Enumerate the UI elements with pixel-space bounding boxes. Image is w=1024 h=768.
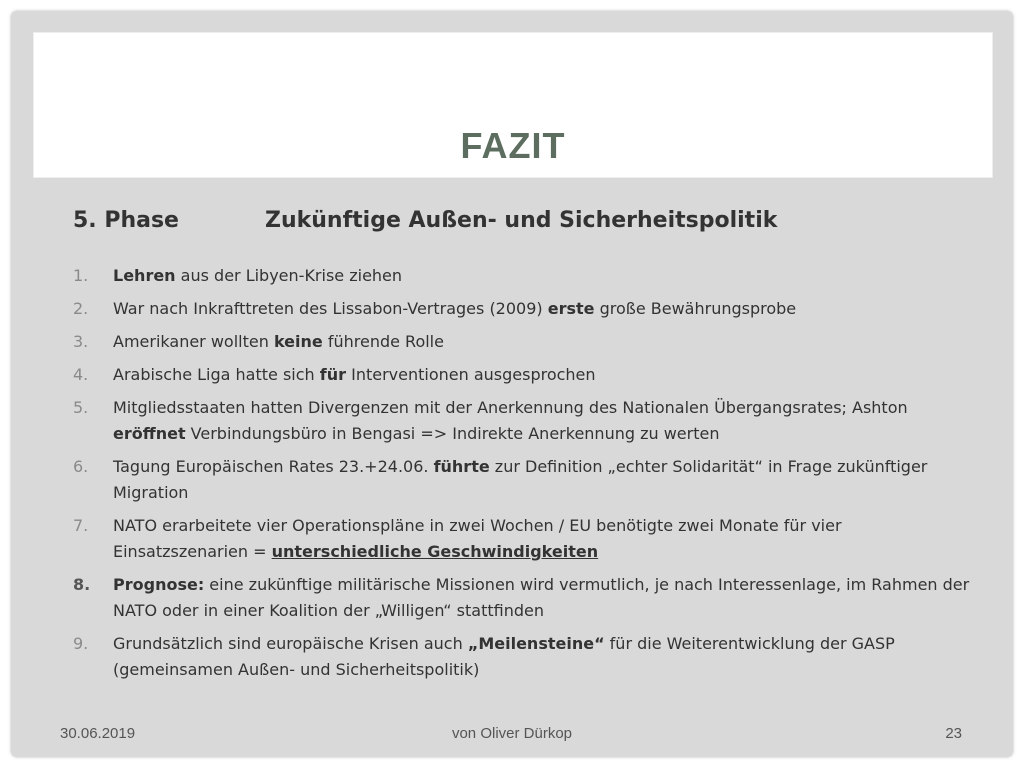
list-item-text: führende Rolle (322, 332, 444, 351)
list-item-number: 7. (73, 516, 89, 535)
list-item-text: Interventionen ausgesprochen (346, 365, 596, 384)
list-item-number: 1. (73, 266, 89, 285)
footer-author: von Oliver Dürkop (451, 725, 573, 742)
list-item-text: Tagung Europäischen Rates 23.+24.06. (113, 457, 434, 476)
list-item-text: Prognose: (113, 575, 205, 594)
list-item (73, 454, 973, 506)
slide (11, 11, 1013, 757)
list-item-text: Verbindungsbüro in Bengasi => Indirekte Anerkennung zu werten (185, 424, 720, 443)
list-item (73, 362, 973, 388)
list-item-text: große Bewährungsprobe (594, 299, 797, 318)
list-item-number: 3. (73, 332, 89, 351)
list-item-number: 8. (73, 575, 91, 594)
list-item-text: Grundsätzlich sind europäische Krisen auch (113, 634, 468, 653)
list-item-text: aus der Libyen-Krise ziehen (175, 266, 403, 285)
list-item-text: keine (273, 332, 323, 351)
list-item-number: 4. (73, 365, 89, 384)
footer-date: 30.06.2019 (60, 725, 136, 742)
list-item-text: führte (433, 457, 490, 476)
list-item-text: NATO erarbeitete vier Operationspläne in zwei Wochen / EU benötigte zwei Monate für vier Einsatzszenarien = (113, 516, 842, 561)
list-item (73, 631, 973, 683)
list-item-number: 5. (73, 398, 89, 417)
list-item (73, 263, 973, 289)
footer-page-number: 23 (945, 725, 962, 742)
list-item-text: eine zukünftige militärische Missionen wird vermutlich, je nach Interessenlage, im Rahmen der NATO oder in einer Koalition der „Willigen“ stattfinden (113, 575, 970, 620)
list-item (73, 513, 973, 565)
list-item-text: eröffnet (113, 424, 186, 443)
list-item-text: erste (547, 299, 595, 318)
conclusion-list (73, 263, 973, 690)
subtitle-phase: 5. Phase (73, 208, 179, 233)
list-item-text: unterschiedliche Geschwindigkeiten (271, 542, 599, 561)
list-item-text: für (319, 365, 347, 384)
list-item-text: „Meilensteine“ (467, 634, 605, 653)
list-item-text: Mitgliedsstaaten hatten Divergenzen mit der Anerkennung des Nationalen Übergangsrates; Ashton (113, 398, 908, 417)
list-item (73, 395, 973, 447)
slide-subtitle (73, 206, 777, 236)
title-box (33, 32, 993, 178)
list-item-text: zur Definition „echter Solidarität“ in Frage zukünftiger Migration (113, 457, 928, 502)
list-item-text: Lehren (113, 266, 176, 285)
list-item (73, 296, 973, 322)
list-item-text: Amerikaner wollten (113, 332, 274, 351)
list-item-text: War nach Inkrafttreten des Lissabon-Vertrages (2009) (113, 299, 548, 318)
subtitle-topic: Zukünftige Außen- und Sicherheitspolitik (265, 208, 778, 233)
list-item-number: 2. (73, 299, 89, 318)
list-item-number: 9. (73, 634, 89, 653)
list-item-text: für die Weiterentwicklung der GASP (gemeinsamen Außen- und Sicherheitspolitik) (113, 634, 895, 679)
list-item-number: 6. (73, 457, 89, 476)
slide-title: FAZIT (460, 125, 566, 166)
list-item (73, 329, 973, 355)
list-item-text: Arabische Liga hatte sich (113, 365, 320, 384)
list-item (73, 572, 973, 624)
